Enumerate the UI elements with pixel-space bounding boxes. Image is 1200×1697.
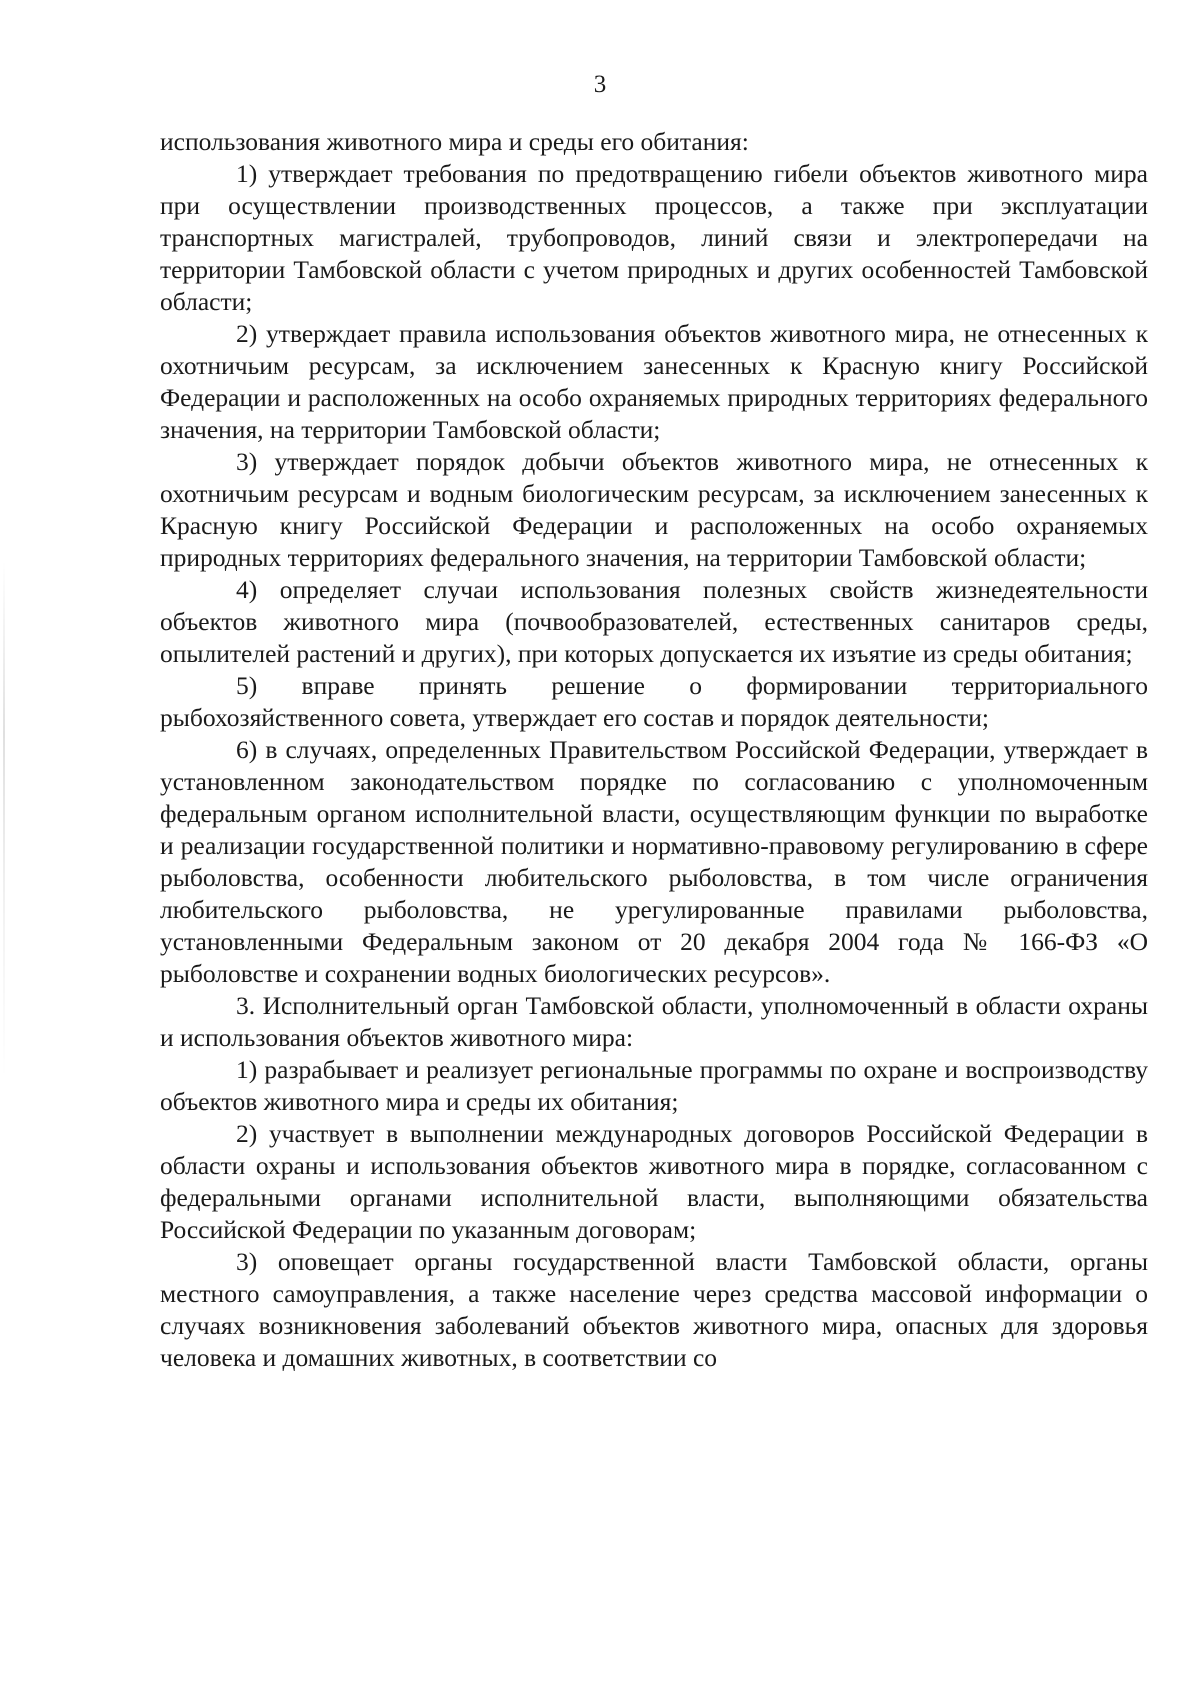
paragraph-item-2: 2) утверждает правила использования объектов животного мира, не отнесенных к охотничьим ресурсам, за исключением занесенных к Красную книгу Российской Федерации и расположенных на особо охраняемых природных территориях федерального значения, на территории Тамбовской области; bbox=[160, 319, 1148, 444]
paragraph-item-3: 3) утверждает порядок добычи объектов животного мира, не отнесенных к охотничьим ресурсам и водным биологическим ресурсам, за исключением занесенных к Красную книгу Российской Федерации и расположенных на особо охраняемых природных территориях федерального значения, на территории Тамбовской области; bbox=[160, 447, 1148, 572]
document-body bbox=[160, 126, 1148, 1374]
paragraph-item-5: 5) вправе принять решение о формировании территориального рыбохозяйственного совета, утверждает его состав и порядок деятельности; bbox=[160, 671, 1148, 732]
paragraph-section-3-item-3: 3) оповещает органы государственной власти Тамбовской области, органы местного самоуправления, а также население через средства массовой информации о случаях возникновения заболеваний объектов животного мира, опасных для здоровья человека и домашних животных, в соответствии со bbox=[160, 1247, 1148, 1372]
paragraph-section-3: 3. Исполнительный орган Тамбовской области, уполномоченный в области охраны и использования объектов животного мира: bbox=[160, 991, 1148, 1052]
paragraph-item-6: 6) в случаях, определенных Правительством Российской Федерации, утверждает в установленном законодательством порядке по согласованию с уполномоченным федеральным органом исполнительной власти, осуществляющим функции по выработке и реализации государственной политики и нормативно-правовому регулированию в сфере рыболовства, особенности любительского рыболовства, в том числе ограничения любительского рыболовства, не урегулированные правилами рыболовства, установленными Федеральным законом от 20 декабря 2004 года № 166-ФЗ «О рыболовстве и сохранении водных биологических ресурсов». bbox=[160, 735, 1148, 988]
scan-edge-shadow bbox=[3, 560, 5, 1080]
page-number: 3 bbox=[593, 71, 607, 98]
paragraph-continuation: использования животного мира и среды его обитания: bbox=[160, 127, 749, 156]
paragraph-item-1: 1) утверждает требования по предотвращению гибели объектов животного мира при осуществлении производственных процессов, а также при эксплуатации транспортных магистралей, трубопроводов, линий связи и электропередачи на территории Тамбовской области с учетом природных и других особенностей Тамбовской области; bbox=[160, 159, 1148, 316]
paragraph-section-3-item-2: 2) участвует в выполнении международных договоров Российской Федерации в области охраны и использования объектов животного мира в порядке, согласованном с федеральными органами исполнительной власти, выполняющими обязательства Российской Федерации по указанным договорам; bbox=[160, 1119, 1148, 1244]
paragraph-item-4: 4) определяет случаи использования полезных свойств жизнедеятельности объектов животного мира (почвообразователей, естественных санитаров среды, опылителей растений и других), при которых допускается их изъятие из среды обитания; bbox=[160, 575, 1148, 668]
paragraph-section-3-item-1: 1) разрабывает и реализует региональные программы по охране и воспроизводству объектов животного мира и среды их обитания; bbox=[160, 1055, 1148, 1116]
